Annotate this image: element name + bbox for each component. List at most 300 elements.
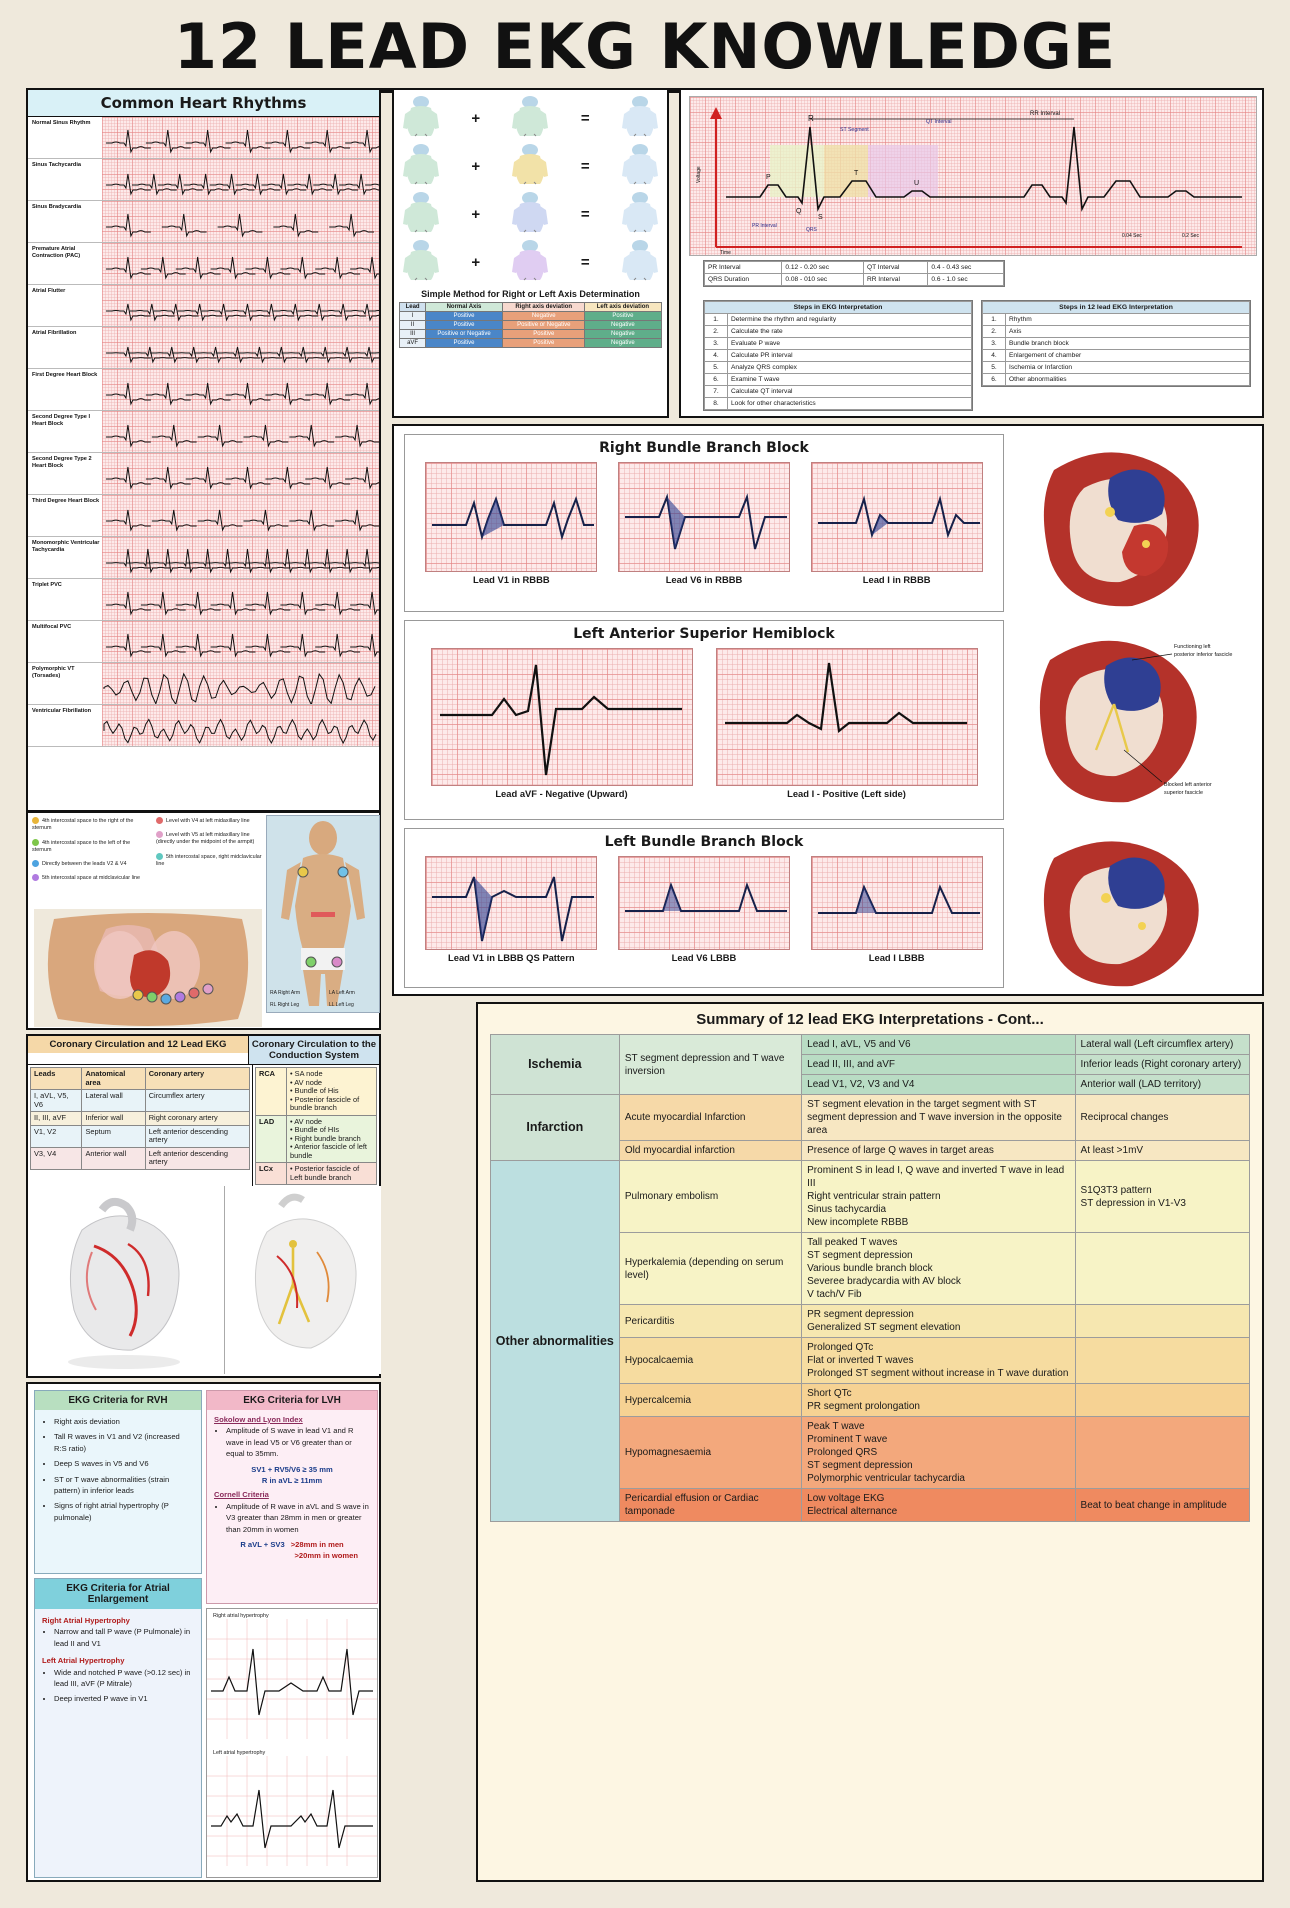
intervals-table — [704, 261, 1004, 286]
summary-detail: Lead V1, V2, V3 and V4 — [802, 1075, 1075, 1095]
rbbb-strip-2 — [618, 462, 790, 585]
rhythm-label: Sinus Bradycardia — [32, 204, 82, 210]
table-row — [400, 339, 661, 348]
svg-text:QRS: QRS — [806, 227, 817, 233]
rhythm-row — [28, 579, 379, 621]
step-text: Evaluate P wave — [728, 338, 972, 350]
axis-cell: Positive or Negative — [425, 330, 503, 339]
measurement-cell: 0.6 - 1.0 sec — [928, 274, 1004, 286]
rhythm-row — [28, 117, 379, 159]
rhythm-row — [28, 537, 379, 579]
list-item: • Tall R waves in V1 and V2 (increased R:S ratio) — [54, 1431, 194, 1454]
axis-operator: = — [580, 253, 590, 271]
axis-title: Simple Method for Right or Left Axis Determination — [421, 289, 640, 299]
step-text: Calculate PR interval — [728, 350, 972, 362]
step-text: Calculate the rate — [728, 326, 972, 338]
step-row — [705, 398, 972, 410]
list-item: • Deep inverted P wave in V1 — [54, 1693, 194, 1704]
rhythm-strip — [102, 453, 379, 494]
axis-figure-b — [507, 142, 553, 191]
rhythm-strip — [102, 411, 379, 452]
summary-detail: PR segment depression Generalized ST segment elevation — [802, 1305, 1075, 1338]
coronary-right-header: Coronary Circulation to the Conduction System — [249, 1036, 379, 1064]
axis-table — [399, 302, 661, 348]
svg-text:Q: Q — [796, 208, 802, 215]
rah-list — [42, 1626, 194, 1649]
rhythm-label: Premature Atrial Contraction (PAC) — [32, 246, 81, 259]
steps-left-header: Steps in EKG Interpretation — [705, 302, 972, 314]
step-row — [705, 386, 972, 398]
rhythm-label: Sinus Tachycardia — [32, 162, 82, 168]
step-row — [705, 314, 972, 326]
rbbb-caption-1: Lead V1 in RBBB — [473, 574, 550, 585]
axis-diagram-row — [398, 94, 663, 142]
svg-text:T: T — [854, 170, 859, 177]
svg-text:S: S — [818, 214, 823, 221]
lash-section — [404, 620, 1004, 820]
rhythm-strip — [102, 243, 379, 284]
rhythm-strip — [102, 537, 379, 578]
table-cell: Left anterior descending artery — [145, 1147, 249, 1169]
axis-operator: + — [471, 157, 481, 175]
table-cell: Right coronary artery — [145, 1112, 249, 1126]
axis-figure-b — [507, 94, 553, 143]
step-number: 3. — [983, 338, 1006, 350]
rhythm-label: Polymorphic VT (Torsades) — [32, 666, 75, 679]
axis-col-header: Left axis deviation — [585, 303, 661, 312]
rbbb-title: Right Bundle Branch Block — [599, 440, 809, 456]
axis-cell: Positive — [585, 312, 661, 321]
chest-lead-anatomy-image — [34, 909, 262, 1027]
lvh-header: EKG Criteria for LVH — [207, 1391, 377, 1410]
lbbb-strip-2 — [618, 856, 790, 963]
list-item: • Deep S waves in V5 and V6 — [54, 1458, 194, 1469]
rbbb-section — [404, 434, 1004, 612]
measurement-cell: 0.12 - 0.20 sec — [782, 262, 864, 274]
artery-abbrev: LCx — [256, 1163, 287, 1185]
coronary-col-header: Leads — [31, 1068, 82, 1090]
step-number: 6. — [983, 374, 1006, 386]
table-cell: Septum — [82, 1125, 145, 1147]
axis-diagram-rows — [394, 90, 667, 286]
rah-trace-icon — [207, 1619, 377, 1739]
rvh-criteria-box — [34, 1390, 202, 1574]
steps-12lead-table — [982, 301, 1250, 386]
axis-cell: Positive — [425, 321, 503, 330]
axis-cell: Negative — [585, 321, 661, 330]
rhythm-label: Second Degree Type I Heart Block — [32, 414, 91, 427]
table-row — [490, 1095, 1249, 1141]
rbbb-strip-1 — [425, 462, 597, 585]
measurements-table-wrap — [703, 260, 1005, 287]
lbbb-strip-3 — [811, 856, 983, 963]
lash-avf-trace-icon — [432, 649, 692, 785]
table-row — [490, 1035, 1249, 1055]
rhythm-row — [28, 159, 379, 201]
rhythm-label: Multifocal PVC — [32, 624, 72, 630]
table-row — [705, 274, 1004, 286]
axis-operator: = — [580, 205, 590, 223]
table-row — [400, 312, 661, 321]
axis-col-header: Normal Axis — [425, 303, 503, 312]
table-row — [31, 1090, 250, 1112]
step-number: 5. — [983, 362, 1006, 374]
cornell-title: Cornell Criteria — [214, 1490, 269, 1500]
table-row — [490, 1161, 1249, 1233]
axis-figure-b — [507, 190, 553, 239]
svg-text:P: P — [766, 174, 771, 181]
axis-col-header: Right axis deviation — [503, 303, 585, 312]
v4-dot-icon — [32, 874, 39, 881]
svg-text:RR Interval: RR Interval — [1030, 111, 1061, 117]
cornell-formula: R aVL + SV3 — [240, 1539, 285, 1549]
coronary-col-header: Anatomical area — [82, 1068, 145, 1090]
atrial-enlargement-box — [34, 1578, 202, 1878]
summary-finding: Pulmonary embolism — [619, 1161, 801, 1233]
lead-legend-right: Level with V4 at left midaxillary line Level with V5 at left midaxillary line (directly under the midpoint of the armpit) 5th intercostal space, right midclavicular line — [156, 817, 262, 867]
step-text: Calculate QT interval — [728, 386, 972, 398]
axis-figure-a — [398, 94, 444, 143]
v3-dot-icon — [32, 860, 39, 867]
atrial-trace-box — [206, 1608, 378, 1878]
heart-cutaway-icon-3 — [1014, 826, 1254, 992]
rah-title: Right Atrial Hypertrophy — [42, 1616, 130, 1625]
torso-figure-icon — [267, 816, 379, 1012]
v5-dot-icon — [156, 817, 163, 824]
step-number: 3. — [705, 338, 728, 350]
list-item: • Wide and notched P wave (>0.12 sec) in lead III, aVF (P Mitrale) — [54, 1667, 194, 1690]
step-number: 8. — [705, 398, 728, 410]
summary-detail: ST segment elevation in the target segment with ST segment depression and T wave inversion in the opposite area — [802, 1095, 1075, 1141]
lash-strip-1 — [431, 648, 693, 799]
summary-category: Ischemia — [490, 1035, 619, 1095]
lbbb-section — [404, 828, 1004, 988]
rhythm-label: Atrial Flutter — [32, 288, 66, 294]
rhythm-row — [28, 705, 379, 747]
rhythm-label: Monomorphic Ventricular Tachycardia — [32, 540, 100, 553]
step-text: Enlargement of chamber — [1006, 350, 1250, 362]
rbbb-v1-trace-icon — [426, 463, 596, 571]
lead-legend-left: 4th intercostal space to the right of the sternum 4th intercostal space to the left of the sternum Directly between the leads V2 & V4 5th intercostal space at midclavicular line — [32, 817, 140, 882]
summary-right — [1075, 1305, 1250, 1338]
lbbb-caption-3: Lead I LBBB — [868, 952, 925, 963]
summary-detail: Presence of large Q waves in target areas — [802, 1141, 1075, 1161]
axis-figure-a — [398, 238, 444, 287]
svg-text:Blocked left anterior: Blocked left anterior — [1164, 782, 1212, 788]
table-cell: I, aVL, V5, V6 — [31, 1090, 82, 1112]
axis-figure-result — [617, 94, 663, 143]
bundle-branch-block-panel — [392, 424, 1264, 996]
summary-detail: Tall peaked T waves ST segment depression Various bundle branch block Severee bradycardia with AV block V tach/V Fib — [802, 1233, 1075, 1305]
summary-detail: Low voltage EKG Electrical alternance — [802, 1489, 1075, 1522]
summary-right — [1075, 1384, 1250, 1417]
step-text: Rhythm — [1006, 314, 1250, 326]
rbbb-caption-3: Lead I in RBBB — [862, 574, 931, 585]
svg-text:PR Interval: PR Interval — [752, 223, 777, 229]
rhythm-label: First Degree Heart Block — [32, 372, 98, 378]
page-title — [0, 0, 1290, 92]
coronary-left-header: Coronary Circulation and 12 Lead EKG — [28, 1036, 248, 1053]
rhythm-strip — [102, 117, 379, 158]
limb-lead-figure — [266, 815, 380, 1013]
step-row — [705, 350, 972, 362]
table-cell: II, III, aVF — [31, 1112, 82, 1126]
axis-operator: + — [471, 253, 481, 271]
rhythm-strip — [102, 369, 379, 410]
sokolow-formula-2: R in aVL ≥ 11mm — [261, 1475, 323, 1485]
rhythm-row — [28, 369, 379, 411]
svg-text:Voltage: Voltage — [696, 166, 702, 183]
axis-cell: Negative — [585, 339, 661, 348]
summary-panel — [476, 1002, 1264, 1882]
svg-text:R: R — [808, 114, 814, 123]
lash-strip-2 — [716, 648, 978, 799]
axis-diagram-row — [398, 190, 663, 238]
rhythm-row — [28, 621, 379, 663]
artery-abbrev: LAD — [256, 1115, 287, 1163]
rhythm-label: Triplet PVC — [32, 582, 62, 588]
atrial-trace-label-2: Left atrial hypertrophy — [213, 1750, 266, 1756]
lvh-criteria-box — [206, 1390, 378, 1604]
sokolow-list — [214, 1425, 370, 1459]
step-text: Bundle branch block — [1006, 338, 1250, 350]
rbbb-caption-2: Lead V6 in RBBB — [665, 574, 743, 585]
summary-right — [1075, 1338, 1250, 1384]
svg-text:QT Interval: QT Interval — [926, 119, 952, 125]
lah-title: Left Atrial Hypertrophy — [42, 1656, 125, 1666]
lbbb-caption-2: Lead V6 LBBB — [671, 952, 737, 963]
axis-cell: Positive or Negative — [503, 321, 585, 330]
step-row — [983, 374, 1250, 386]
summary-finding: Pericardial effusion or Cardiac tamponade — [619, 1489, 801, 1522]
table-cell: Lateral wall — [82, 1090, 145, 1112]
lash-lead1-trace-icon — [717, 649, 977, 785]
summary-finding: Old myocardial infarction — [619, 1141, 801, 1161]
rhythm-label: Ventricular Fibrillation — [32, 708, 92, 714]
lbbb-lead1-trace-icon — [812, 857, 982, 949]
axis-cell: III — [400, 330, 425, 339]
lash-caption-1: Lead aVF - Negative (Upward) — [495, 788, 628, 799]
axis-col-header: Lead — [400, 303, 425, 312]
rhythm-row — [28, 663, 379, 705]
rhythm-label: Normal Sinus Rhythm — [32, 120, 91, 126]
step-number: 7. — [705, 386, 728, 398]
table-row — [400, 330, 661, 339]
rhythm-row — [28, 453, 379, 495]
step-text: Determine the rhythm and regularity — [728, 314, 972, 326]
svg-text:superior fascicle: superior fascicle — [1164, 790, 1203, 796]
axis-operator: + — [471, 205, 481, 223]
ekg-criteria-panel — [26, 1382, 381, 1882]
lash-caption-2: Lead I - Positive (Left side) — [787, 788, 906, 799]
step-row — [705, 362, 972, 374]
coronary-heart-image-right — [224, 1186, 381, 1374]
summary-category: Other abnormalities — [490, 1161, 619, 1522]
coronary-circulation-panel — [26, 1034, 381, 1378]
summary-right — [1075, 1417, 1250, 1489]
svg-text:Functioning left: Functioning left — [1174, 644, 1211, 650]
summary-detail: Prominent S in lead I, Q wave and inverted T wave in lead III Right ventricular strain pattern Sinus tachycardia New incomplete RBBB — [802, 1161, 1075, 1233]
rhythm-strip — [102, 159, 379, 200]
step-row — [705, 374, 972, 386]
table-cell: V3, V4 — [31, 1147, 82, 1169]
table-row — [31, 1112, 250, 1126]
step-row — [983, 338, 1250, 350]
step-number: 5. — [705, 362, 728, 374]
steps-ekg-table — [704, 301, 972, 410]
rbbb-strip-3 — [811, 462, 983, 585]
step-text: Ischemia or Infarction — [1006, 362, 1250, 374]
svg-text:0.2 Sec: 0.2 Sec — [1182, 233, 1199, 239]
summary-finding: Acute myocardial Infarction — [619, 1095, 801, 1141]
rhythm-strip — [102, 285, 379, 326]
rhythm-strip — [102, 705, 379, 746]
svg-text:ST Segment: ST Segment — [840, 127, 869, 133]
chest-anatomy-icon — [34, 909, 262, 1027]
conduction-artery-table — [255, 1067, 377, 1185]
heart-cutaway-icon-2 — [1014, 620, 1254, 820]
axis-diagram-row — [398, 142, 663, 190]
axis-figure-result — [617, 238, 663, 287]
step-number: 6. — [705, 374, 728, 386]
step-text: Axis — [1006, 326, 1250, 338]
lbbb-v6-trace-icon — [619, 857, 789, 949]
rhythm-row — [28, 327, 379, 369]
rhythm-row — [28, 495, 379, 537]
table-cell: Anterior wall — [82, 1147, 145, 1169]
rhythm-label: Atrial Fibrillation — [32, 330, 77, 336]
axis-cell: Positive — [503, 339, 585, 348]
step-number: 1. — [983, 314, 1006, 326]
axis-diagram-row — [398, 238, 663, 286]
axis-cell: Positive — [425, 312, 503, 321]
axis-operator: = — [580, 157, 590, 175]
step-row — [983, 362, 1250, 374]
lbbb-title: Left Bundle Branch Block — [604, 834, 804, 850]
v1-dot-icon — [32, 817, 39, 824]
axis-figure-b — [507, 238, 553, 287]
rhythm-label: Second Degree Type 2 Heart Block — [32, 456, 92, 469]
rhythm-row — [28, 201, 379, 243]
rbbb-v6-trace-icon — [619, 463, 789, 571]
summary-category: Infarction — [490, 1095, 619, 1161]
rbbb-lead1-trace-icon — [812, 463, 982, 571]
measurement-cell: 0.08 - 010 sec — [782, 274, 864, 286]
coronary-heart-image-left — [32, 1186, 218, 1374]
lead-placement-panel — [26, 812, 381, 1030]
steps-left-box — [703, 300, 973, 411]
axis-cell: aVF — [400, 339, 425, 348]
summary-detail: Short QTc PR segment prolongation — [802, 1384, 1075, 1417]
table-row — [256, 1163, 377, 1185]
lbbb-strip-1 — [425, 856, 597, 963]
axis-cell: Positive — [503, 330, 585, 339]
v6-dot-icon — [156, 831, 163, 838]
heart-cutaway-icon-1 — [1014, 434, 1254, 614]
table-row — [256, 1068, 377, 1116]
limb-label-rl: RL Right Leg — [270, 1002, 299, 1008]
rhythm-strip — [102, 201, 379, 242]
artery-branches: • AV node • Bundle of HIs • Right bundle branch • Anterior fascicle of left bundle — [287, 1115, 377, 1163]
step-text: Other abnormalities — [1006, 374, 1250, 386]
step-text: Analyze QRS complex — [728, 362, 972, 374]
svg-text:0.04 Sec: 0.04 Sec — [1122, 233, 1142, 239]
lah-trace-icon — [207, 1756, 377, 1866]
rhythm-strip — [102, 579, 379, 620]
coronary-col-header: Coronary artery — [145, 1068, 249, 1090]
axis-figure-result — [617, 142, 663, 191]
table-row — [256, 1115, 377, 1163]
rhythm-row — [28, 411, 379, 453]
rhythm-strip — [102, 495, 379, 536]
cornell-women: >20mm in women — [294, 1551, 358, 1561]
lash-title: Left Anterior Superior Hemiblock — [573, 626, 835, 642]
axis-determination-panel — [392, 88, 669, 418]
conduction-system-icon — [225, 1186, 381, 1374]
summary-title: Summary of 12 lead EKG Interpretations - Cont... — [696, 1011, 1044, 1028]
step-row — [983, 326, 1250, 338]
cornell-list — [214, 1501, 370, 1535]
summary-right: S1Q3T3 pattern ST depression in V1-V3 — [1075, 1161, 1250, 1233]
summary-detail: Lead I, aVL, V5 and V6 — [802, 1035, 1075, 1055]
summary-right: Inferior leads (Right coronary artery) — [1075, 1055, 1250, 1075]
summary-right: Anterior wall (LAD territory) — [1075, 1075, 1250, 1095]
step-row — [705, 326, 972, 338]
axis-operator: + — [471, 109, 481, 127]
measurement-cell: PR Interval — [705, 262, 782, 274]
rvh-header: EKG Criteria for RVH — [35, 1391, 201, 1410]
steps-right-box — [981, 300, 1251, 387]
axis-figure-a — [398, 190, 444, 239]
table-cell: V1, V2 — [31, 1125, 82, 1147]
table-cell: Circumflex artery — [145, 1090, 249, 1112]
rhythm-strip — [102, 621, 379, 662]
axis-operator: = — [580, 109, 590, 127]
table-row — [31, 1125, 250, 1147]
limb-label-la: LA Left Arm — [329, 990, 355, 996]
rhythm-list — [28, 117, 379, 747]
step-number: 4. — [983, 350, 1006, 362]
summary-finding: Hypercalcemia — [619, 1384, 801, 1417]
page-title-text: 12 LEAD EKG KNOWLEDGE — [173, 9, 1117, 83]
step-number: 4. — [705, 350, 728, 362]
lah-list — [42, 1667, 194, 1705]
steps-right-header: Steps in 12 lead EKG Interpretation — [983, 302, 1250, 314]
rvh-list — [42, 1416, 194, 1523]
axis-figure-a — [398, 142, 444, 191]
summary-right: Beat to beat change in amplitude — [1075, 1489, 1250, 1522]
axis-figure-result — [617, 190, 663, 239]
ekg-complex-diagram — [689, 96, 1257, 256]
sokolow-formula-1: SV1 + RV5/V6 ≥ 35 mm — [251, 1464, 333, 1474]
list-item: • Right axis deviation — [54, 1416, 194, 1427]
table-row — [705, 262, 1004, 274]
summary-finding: Hypomagnesaemia — [619, 1417, 801, 1489]
axis-cell: Positive — [425, 339, 503, 348]
axis-cell: II — [400, 321, 425, 330]
v2-dot-icon — [32, 839, 39, 846]
v7-dot-icon — [156, 853, 163, 860]
summary-detail: Peak T wave Prominent T wave Prolonged QRS ST segment depression Polymorphic ventricular tachycardia — [802, 1417, 1075, 1489]
svg-text:U: U — [914, 180, 920, 187]
list-item: • Amplitude of R wave in aVL and S wave in V3 greater than 28mm in men or greater than 20mm in women — [226, 1501, 370, 1535]
summary-detail: Lead II, III, and aVF — [802, 1055, 1075, 1075]
axis-cell: Negative — [503, 312, 585, 321]
heart-vessels-icon — [32, 1186, 218, 1374]
lbbb-caption-1: Lead V1 in LBBB QS Pattern — [448, 952, 575, 963]
rhythms-header: Common Heart Rhythms — [28, 90, 379, 117]
list-item: • Signs of right atrial hypertrophy (P pulmonale) — [54, 1500, 194, 1523]
